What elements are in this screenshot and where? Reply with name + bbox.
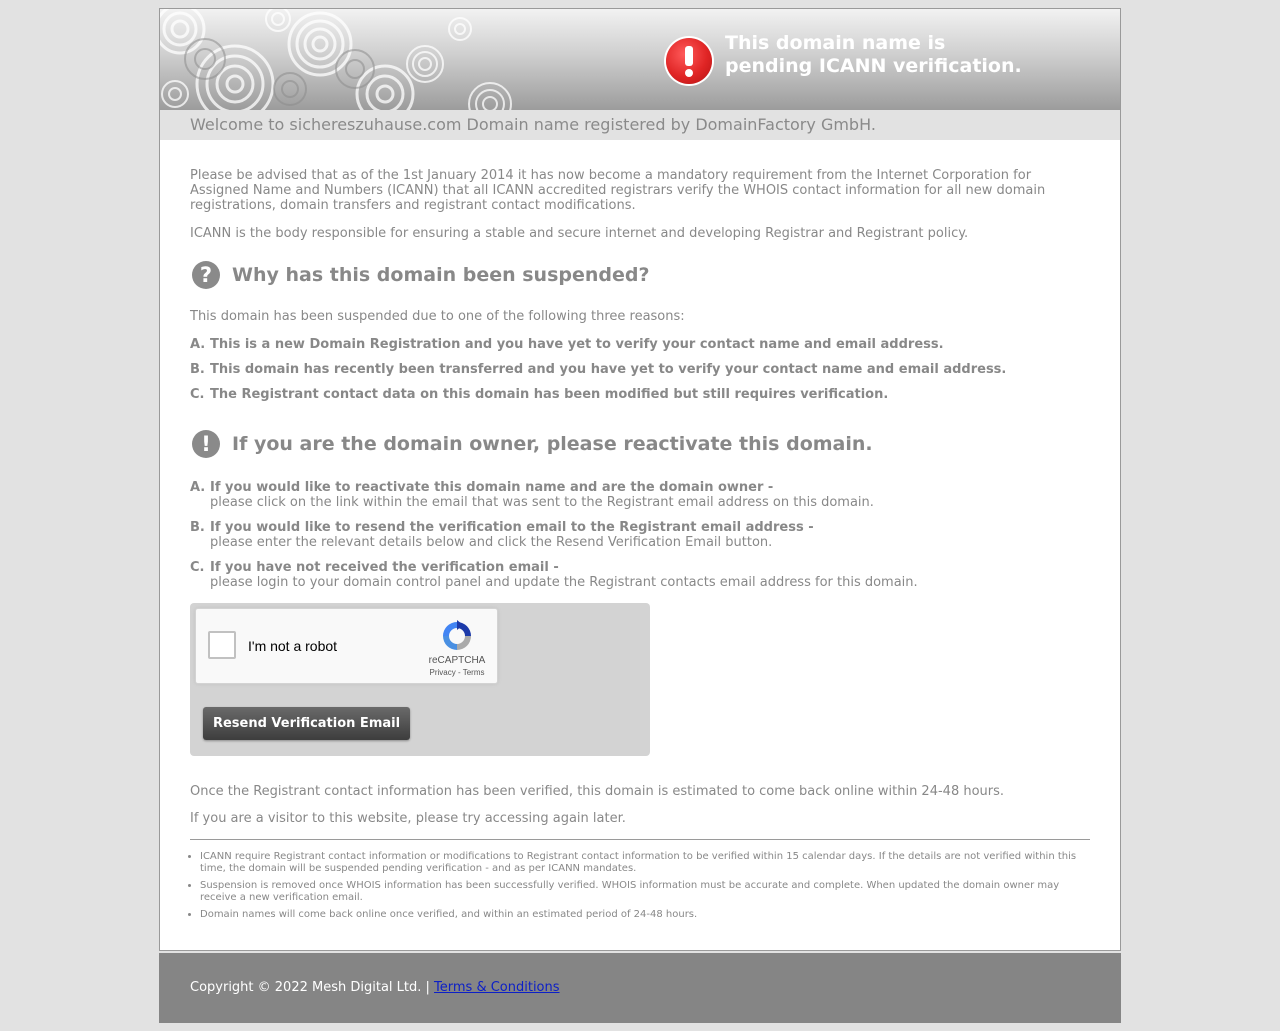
step-letter: B. bbox=[190, 520, 205, 535]
reason-letter: C. bbox=[190, 387, 205, 402]
reason-text: The Registrant contact data on this domain has been modified but still requires verification. bbox=[210, 387, 889, 402]
footer bbox=[159, 953, 1121, 1023]
exclamation-circle-icon bbox=[666, 38, 712, 84]
header-title-line2: pending ICANN verification. bbox=[725, 55, 1022, 77]
resend-verification-button[interactable]: Resend Verification Email bbox=[203, 707, 410, 740]
recaptcha-logo-icon bbox=[440, 619, 474, 653]
icann-paragraph: ICANN is the body responsible for ensuring a stable and secure internet and developing Registrar and Registrant policy. bbox=[190, 226, 969, 241]
owner-steps-list bbox=[190, 480, 1090, 590]
after-info bbox=[190, 784, 1090, 826]
recaptcha-brand: reCAPTCHA bbox=[428, 655, 486, 666]
step-title: If you would like to reactivate this domain name and are the domain owner - bbox=[210, 480, 774, 495]
eta-paragraph: Once the Registrant contact information has been verified, this domain is estimated to come back online within 24-48 hours. bbox=[190, 784, 1005, 799]
header-banner bbox=[160, 9, 1120, 110]
step-letter: A. bbox=[190, 480, 206, 495]
recaptcha-checkbox[interactable] bbox=[208, 631, 236, 659]
reason-text: This is a new Domain Registration and you have yet to verify your contact name and email address. bbox=[210, 337, 944, 352]
welcome-bar: Welcome to sichereszuhause.com Domain name registered by DomainFactory GmbH. bbox=[160, 110, 1120, 140]
intro-paragraph: Please be advised that as of the 1st January 2014 it has now become a mandatory requirement from the Internet Corporation for Assigned Name and Numbers (ICANN) that all ICANN accredited registrars verify the WHOIS contact information for all new domain registrations, domain transfers and registrant contact modifications. bbox=[190, 168, 1046, 213]
suspended-section-heading bbox=[190, 258, 1090, 292]
step-item bbox=[190, 480, 1090, 510]
step-item bbox=[190, 560, 1090, 590]
question-circle-icon: ? bbox=[192, 261, 220, 289]
suspended-title: Why has this domain been suspended? bbox=[232, 264, 650, 286]
reason-item bbox=[190, 362, 1090, 377]
footnotes-list bbox=[200, 851, 1090, 926]
copyright-text: Copyright © 2022 Mesh Digital Ltd. | bbox=[190, 980, 435, 995]
page-container bbox=[159, 8, 1121, 951]
step-title: If you would like to resend the verification email to the Registrant email address - bbox=[210, 520, 814, 535]
owner-title: If you are the domain owner, please reactivate this domain. bbox=[232, 433, 873, 455]
step-detail: please click on the link within the email that was sent to the Registrant email address on this domain. bbox=[210, 495, 874, 510]
terms-conditions-link[interactable]: Terms & Conditions bbox=[434, 980, 560, 995]
suspended-lead: This domain has been suspended due to one of the following three reasons: bbox=[190, 309, 685, 324]
divider bbox=[190, 839, 1090, 840]
reason-letter: B. bbox=[190, 362, 205, 377]
step-item bbox=[190, 520, 1090, 550]
exclamation-circle-icon: ! bbox=[192, 430, 220, 458]
reason-item bbox=[190, 387, 1090, 402]
reason-item bbox=[190, 337, 1090, 352]
recaptcha-privacy-terms[interactable]: Privacy - Terms bbox=[429, 668, 485, 677]
step-letter: C. bbox=[190, 560, 205, 575]
step-title: If you have not received the verification email - bbox=[210, 560, 559, 575]
reason-letter: A. bbox=[190, 337, 206, 352]
recaptcha-widget[interactable] bbox=[195, 608, 498, 684]
header-title-line1: This domain name is bbox=[725, 32, 946, 54]
main-content bbox=[190, 168, 1090, 590]
footnote-item: • Suspension is removed once WHOIS information has been successfully verified. WHOIS information must be accurate and complete. When updated the domain owner may receive a new verification email. bbox=[200, 880, 1090, 904]
visitor-paragraph: If you are a visitor to this website, please try accessing again later. bbox=[190, 811, 626, 826]
footnote-item: • ICANN require Registrant contact information or modifications to Registrant contact information to be verified within 15 calendar days. If the details are not verified within this time, the domain will be suspended pending verification - and as per ICANN mandates. bbox=[200, 851, 1090, 875]
decorative-circles-pattern bbox=[160, 9, 520, 110]
reason-text: This domain has recently been transferred and you have yet to verify your contact name and email address. bbox=[210, 362, 1007, 377]
owner-section-heading bbox=[190, 427, 1090, 461]
footnote-item: • Domain names will come back online once verified, and within an estimated period of 24-48 hours. bbox=[200, 909, 1090, 921]
header-title bbox=[725, 32, 1105, 78]
recaptcha-label: I'm not a robot bbox=[248, 638, 338, 654]
step-detail: please login to your domain control panel and update the Registrant contacts email address for this domain. bbox=[210, 575, 918, 590]
step-detail: please enter the relevant details below and click the Resend Verification Email button. bbox=[210, 535, 773, 550]
suspension-reasons-list bbox=[190, 337, 1090, 402]
resend-form bbox=[190, 603, 650, 756]
